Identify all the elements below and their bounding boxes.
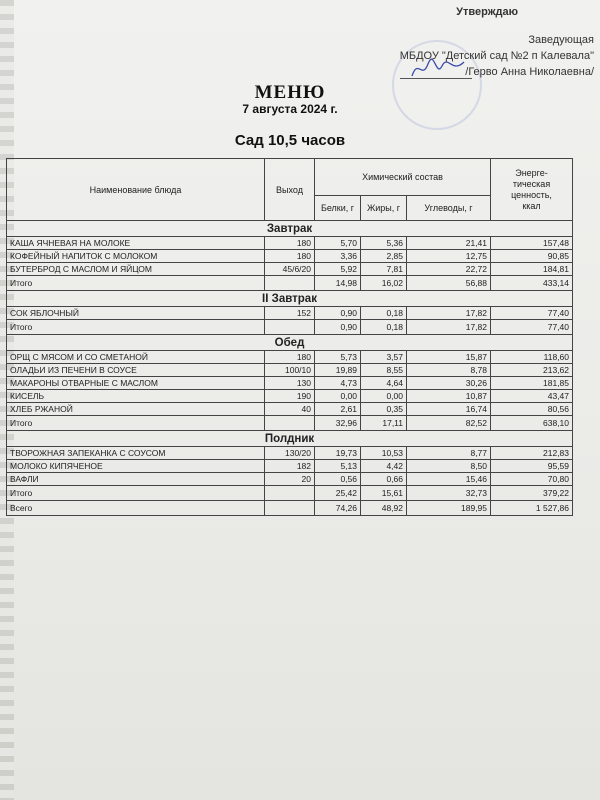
section-header-row bbox=[7, 335, 573, 351]
energy-line-4: ккал bbox=[522, 200, 541, 211]
signature-line bbox=[400, 78, 472, 79]
dish-carb: 30,26 bbox=[407, 377, 491, 390]
dish-energy: 212,83 bbox=[491, 447, 573, 460]
grand-total-label: Всего bbox=[7, 501, 265, 516]
dish-energy: 90,85 bbox=[491, 250, 573, 263]
dish-fat: 3,57 bbox=[361, 351, 407, 364]
dish-output: 182 bbox=[265, 460, 315, 473]
table-row bbox=[7, 390, 573, 403]
total-row bbox=[7, 276, 573, 291]
total-protein: 14,98 bbox=[315, 276, 361, 291]
dish-name: КАША ЯЧНЕВАЯ НА МОЛОКЕ bbox=[7, 237, 265, 250]
dish-name: ТВОРОЖНАЯ ЗАПЕКАНКА С СОУСОМ bbox=[7, 447, 265, 460]
table-row bbox=[7, 307, 573, 320]
total-label: Итого bbox=[7, 416, 265, 431]
dish-output: 40 bbox=[265, 403, 315, 416]
dish-energy: 213,62 bbox=[491, 364, 573, 377]
total-protein: 0,90 bbox=[315, 320, 361, 335]
menu-table bbox=[6, 158, 573, 516]
energy-line-3: ценность, bbox=[511, 189, 552, 200]
dish-output: 130 bbox=[265, 377, 315, 390]
total-label: Итого bbox=[7, 486, 265, 501]
section-title: Обед bbox=[7, 335, 573, 351]
total-output-empty bbox=[265, 320, 315, 335]
dish-protein: 5,70 bbox=[315, 237, 361, 250]
column-header-protein: Белки, г bbox=[315, 196, 361, 221]
dish-fat: 10,53 bbox=[361, 447, 407, 460]
total-fat: 16,02 bbox=[361, 276, 407, 291]
total-row bbox=[7, 486, 573, 501]
column-header-energy bbox=[491, 159, 573, 221]
dish-carb: 22,72 bbox=[407, 263, 491, 276]
energy-line-2: тическая bbox=[512, 178, 551, 189]
dish-protein: 5,13 bbox=[315, 460, 361, 473]
table-row bbox=[7, 460, 573, 473]
total-row bbox=[7, 416, 573, 431]
total-fat: 0,18 bbox=[361, 320, 407, 335]
dish-energy: 95,59 bbox=[491, 460, 573, 473]
dish-output: 130/20 bbox=[265, 447, 315, 460]
dish-energy: 77,40 bbox=[491, 307, 573, 320]
total-carb: 82,52 bbox=[407, 416, 491, 431]
dish-protein: 0,90 bbox=[315, 307, 361, 320]
dish-protein: 2,61 bbox=[315, 403, 361, 416]
table-row bbox=[7, 364, 573, 377]
total-fat: 17,11 bbox=[361, 416, 407, 431]
total-energy: 379,22 bbox=[491, 486, 573, 501]
dish-protein: 5,73 bbox=[315, 351, 361, 364]
dish-protein: 4,73 bbox=[315, 377, 361, 390]
total-label: Итого bbox=[7, 320, 265, 335]
dish-output: 152 bbox=[265, 307, 315, 320]
total-energy: 433,14 bbox=[491, 276, 573, 291]
head-title: Заведующая bbox=[528, 34, 594, 46]
dish-name: МАКАРОНЫ ОТВАРНЫЕ С МАСЛОМ bbox=[7, 377, 265, 390]
approve-label: Утверждаю bbox=[456, 6, 518, 18]
section-header-row bbox=[7, 221, 573, 237]
table-row bbox=[7, 237, 573, 250]
dish-energy: 70,80 bbox=[491, 473, 573, 486]
total-output-empty bbox=[265, 416, 315, 431]
dish-energy: 184,81 bbox=[491, 263, 573, 276]
grand-total-carb: 189,95 bbox=[407, 501, 491, 516]
dish-fat: 0,18 bbox=[361, 307, 407, 320]
dish-carb: 8,77 bbox=[407, 447, 491, 460]
total-energy: 638,10 bbox=[491, 416, 573, 431]
dish-energy: 118,60 bbox=[491, 351, 573, 364]
page-title: МЕНЮ bbox=[254, 82, 326, 103]
total-output-empty bbox=[265, 486, 315, 501]
dish-protein: 0,56 bbox=[315, 473, 361, 486]
dish-name: ВАФЛИ bbox=[7, 473, 265, 486]
dish-fat: 4,42 bbox=[361, 460, 407, 473]
section-title: II Завтрак bbox=[7, 291, 573, 307]
total-protein: 25,42 bbox=[315, 486, 361, 501]
total-energy: 77,40 bbox=[491, 320, 573, 335]
column-header-output: Выход bbox=[265, 159, 315, 221]
dish-name: КОФЕЙНЫЙ НАПИТОК С МОЛОКОМ bbox=[7, 250, 265, 263]
menu-date: 7 августа 2024 г. bbox=[242, 102, 338, 116]
dish-carb: 8,50 bbox=[407, 460, 491, 473]
dish-energy: 157,48 bbox=[491, 237, 573, 250]
grand-total-protein: 74,26 bbox=[315, 501, 361, 516]
dish-carb: 8,78 bbox=[407, 364, 491, 377]
menu-subtitle: Сад 10,5 часов bbox=[234, 132, 346, 149]
dish-name: МОЛОКО КИПЯЧЕНОЕ bbox=[7, 460, 265, 473]
dish-protein: 0,00 bbox=[315, 390, 361, 403]
column-header-carb: Углеводы, г bbox=[407, 196, 491, 221]
dish-fat: 0,35 bbox=[361, 403, 407, 416]
dish-energy: 43,47 bbox=[491, 390, 573, 403]
table-row bbox=[7, 447, 573, 460]
dish-carb: 15,87 bbox=[407, 351, 491, 364]
dish-name: ОЛАДЬИ ИЗ ПЕЧЕНИ В СОУСЕ bbox=[7, 364, 265, 377]
energy-line-1: Энерге- bbox=[515, 167, 548, 178]
organization-name: МБДОУ "Детский сад №2 п Калевала" bbox=[399, 50, 594, 62]
dish-fat: 4,64 bbox=[361, 377, 407, 390]
dish-fat: 2,85 bbox=[361, 250, 407, 263]
dish-carb: 10,87 bbox=[407, 390, 491, 403]
dish-carb: 17,82 bbox=[407, 307, 491, 320]
dish-fat: 8,55 bbox=[361, 364, 407, 377]
dish-carb: 16,74 bbox=[407, 403, 491, 416]
dish-energy: 80,56 bbox=[491, 403, 573, 416]
section-header-row bbox=[7, 431, 573, 447]
dish-protein: 3,36 bbox=[315, 250, 361, 263]
table-row bbox=[7, 250, 573, 263]
dish-name: ХЛЕБ РЖАНОЙ bbox=[7, 403, 265, 416]
section-title: Полдник bbox=[7, 431, 573, 447]
dish-carb: 21,41 bbox=[407, 237, 491, 250]
dish-output: 190 bbox=[265, 390, 315, 403]
total-fat: 15,61 bbox=[361, 486, 407, 501]
dish-fat: 0,00 bbox=[361, 390, 407, 403]
dish-carb: 15,46 bbox=[407, 473, 491, 486]
dish-energy: 181,85 bbox=[491, 377, 573, 390]
section-header-row bbox=[7, 291, 573, 307]
total-output-empty bbox=[265, 276, 315, 291]
dish-fat: 0,66 bbox=[361, 473, 407, 486]
dish-protein: 19,73 bbox=[315, 447, 361, 460]
dish-output: 180 bbox=[265, 250, 315, 263]
total-carb: 56,88 bbox=[407, 276, 491, 291]
total-row bbox=[7, 320, 573, 335]
column-header-chem: Химический состав bbox=[315, 159, 491, 196]
total-carb: 17,82 bbox=[407, 320, 491, 335]
dish-fat: 7,81 bbox=[361, 263, 407, 276]
dish-name: КИСЕЛЬ bbox=[7, 390, 265, 403]
grand-total-energy: 1 527,86 bbox=[491, 501, 573, 516]
dish-name: БУТЕРБРОД С МАСЛОМ И ЯЙЦОМ bbox=[7, 263, 265, 276]
dish-name: СОК ЯБЛОЧНЫЙ bbox=[7, 307, 265, 320]
total-carb: 32,73 bbox=[407, 486, 491, 501]
dish-carb: 12,75 bbox=[407, 250, 491, 263]
dish-protein: 19,89 bbox=[315, 364, 361, 377]
dish-fat: 5,36 bbox=[361, 237, 407, 250]
table-row bbox=[7, 263, 573, 276]
dish-output: 20 bbox=[265, 473, 315, 486]
dish-output: 180 bbox=[265, 351, 315, 364]
dish-output: 180 bbox=[265, 237, 315, 250]
total-protein: 32,96 bbox=[315, 416, 361, 431]
grand-total-row bbox=[7, 501, 573, 516]
table-row bbox=[7, 403, 573, 416]
dish-output: 100/10 bbox=[265, 364, 315, 377]
table-row bbox=[7, 377, 573, 390]
column-header-fat: Жиры, г bbox=[361, 196, 407, 221]
signer-name: /Герво Анна Николаевна/ bbox=[465, 66, 594, 78]
grand-total-output-empty bbox=[265, 501, 315, 516]
dish-name: ОРЩ С МЯСОМ И СО СМЕТАНОЙ bbox=[7, 351, 265, 364]
dish-output: 45/6/20 bbox=[265, 263, 315, 276]
total-label: Итого bbox=[7, 276, 265, 291]
section-title: Завтрак bbox=[7, 221, 573, 237]
dish-protein: 5,92 bbox=[315, 263, 361, 276]
table-row bbox=[7, 473, 573, 486]
table-row bbox=[7, 351, 573, 364]
column-header-name: Наименование блюда bbox=[7, 159, 265, 221]
grand-total-fat: 48,92 bbox=[361, 501, 407, 516]
